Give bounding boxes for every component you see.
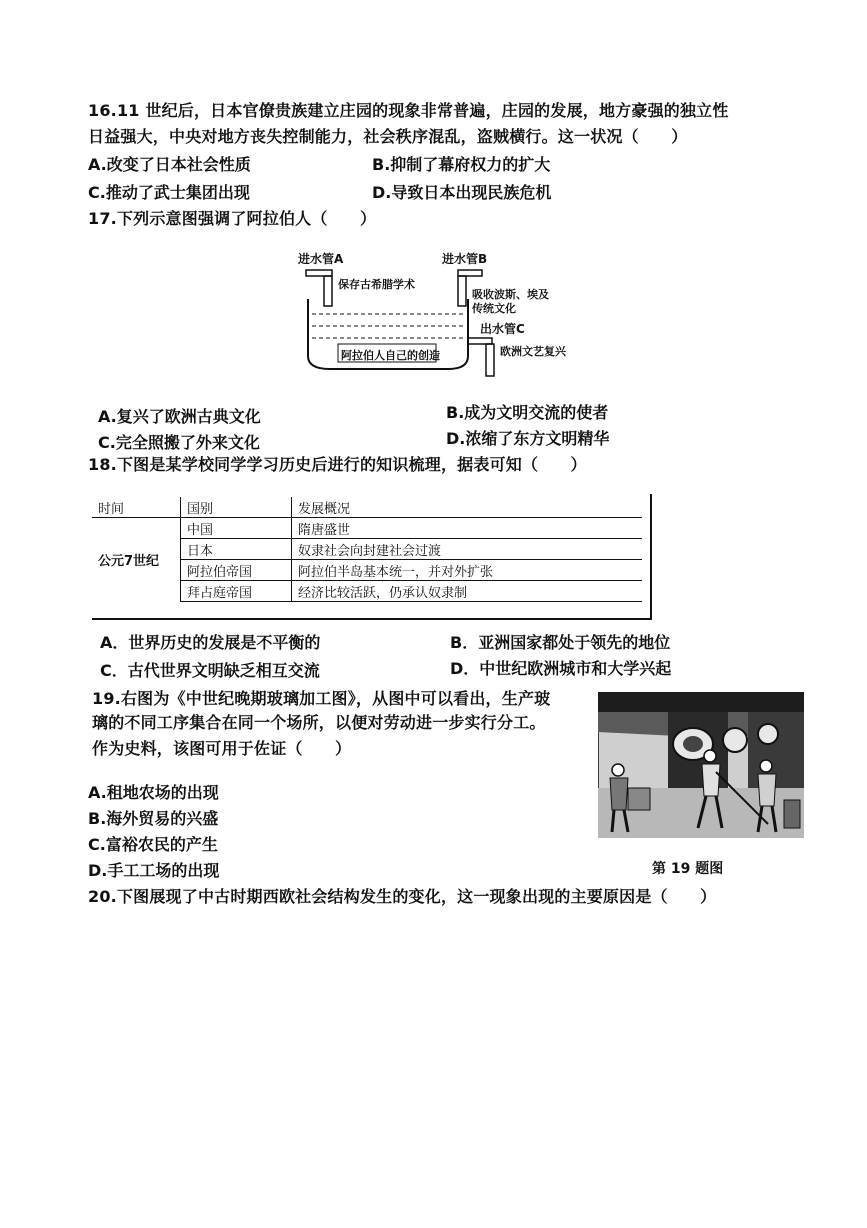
q17-option-c[interactable]: C.完全照搬了外来文化: [98, 433, 260, 452]
glassworks-svg: [598, 692, 804, 838]
q18-option-b[interactable]: B．亚洲国家都处于领先的地位: [450, 633, 671, 652]
history-table: [92, 497, 642, 602]
water-tank-diagram: [290, 244, 590, 384]
development-cell: 阿拉伯半岛基本统一，并对外扩张: [292, 560, 643, 581]
q19-option-b[interactable]: B.海外贸易的兴盛: [88, 809, 219, 828]
label-absorb-persia: 吸收波斯、埃及: [472, 288, 549, 301]
q20-stem: 20.下图展现了中古时期西欧社会结构发生的变化，这一现象出现的主要原因是（ ）: [88, 887, 717, 906]
label-arab-creation: 阿拉伯人自己的创造: [341, 349, 440, 362]
q18-option-a[interactable]: A．世界历史的发展是不平衡的: [100, 633, 321, 652]
q19-stem-line1: 19.右图为《中世纪晚期玻璃加工图》，从图中可以看出，生产玻: [92, 689, 551, 708]
country-cell: 中国: [181, 518, 292, 539]
q19-figure-caption: 第 19 题图: [652, 861, 724, 877]
q19-stem-line2: 璃的不同工序集合在同一个场所，以便对劳动进一步实行分工。: [92, 713, 546, 732]
table-bottom-border: [92, 618, 652, 620]
q16-option-d[interactable]: D.导致日本出现民族危机: [372, 183, 552, 202]
label-preserve-greek: 保存古希腊学术: [338, 278, 415, 291]
pipe-a-vertical: [324, 276, 332, 306]
table-header-row: [92, 497, 642, 518]
q16-option-a[interactable]: A.改变了日本社会性质: [88, 155, 251, 174]
development-cell: 隋唐盛世: [292, 518, 643, 539]
label-tradition: 传统文化: [472, 302, 516, 315]
pipe-a-horizontal: [306, 270, 332, 276]
q19-option-a[interactable]: A.租地农场的出现: [88, 783, 219, 802]
period-cell: 公元7世纪: [92, 518, 181, 602]
q16-stem-line2: 日益强大，中央对地方丧失控制能力，社会秩序混乱，盗贼横行。这一状况（ ）: [88, 127, 688, 146]
country-cell: 阿拉伯帝国: [181, 560, 292, 581]
q17-option-b[interactable]: B.成为文明交流的使者: [446, 403, 609, 422]
pipe-c-horizontal: [468, 338, 492, 344]
pipe-b-vertical: [458, 276, 466, 306]
development-cell: 经济比较活跃，仍承认奴隶制: [292, 581, 643, 602]
header-country: 国别: [181, 497, 292, 518]
q19-stem-line3: 作为史料，该图可用于佐证（ ）: [92, 739, 352, 758]
table-row: [92, 518, 642, 539]
pipe-c-label: 出水管C: [480, 322, 525, 336]
pipe-a-label: 进水管A: [298, 252, 344, 266]
table-right-border: [650, 494, 652, 618]
label-renaissance: 欧洲文艺复兴: [500, 345, 566, 358]
country-cell: 日本: [181, 539, 292, 560]
header-development: 发展概况: [292, 497, 643, 518]
q19-option-d[interactable]: D.手工工场的出现: [88, 861, 220, 880]
q16-option-b[interactable]: B.抑制了幕府权力的扩大: [372, 155, 551, 174]
q17-stem: 17.下列示意图强调了阿拉伯人（ ）: [88, 209, 377, 228]
q19-option-c[interactable]: C.富裕农民的产生: [88, 835, 218, 854]
header-time: 时间: [92, 497, 181, 518]
pipe-b-label: 进水管B: [442, 252, 488, 266]
q17-option-d[interactable]: D.浓缩了东方文明精华: [446, 429, 610, 448]
q16-stem-line1: 16.11 世纪后，日本官僚贵族建立庄园的现象非常普遍，庄园的发展，地方豪强的独立性: [88, 101, 729, 120]
q18-option-d[interactable]: D．中世纪欧洲城市和大学兴起: [450, 659, 672, 678]
q18-stem: 18.下图是某学校同学学习历史后进行的知识梳理，据表可知（ ）: [88, 455, 587, 474]
country-cell: 拜占庭帝国: [181, 581, 292, 602]
q17-option-a[interactable]: A.复兴了欧洲古典文化: [98, 407, 261, 426]
development-cell: 奴隶社会向封建社会过渡: [292, 539, 643, 560]
pipe-b-horizontal: [458, 270, 482, 276]
glassworks-illustration: [598, 692, 804, 838]
q18-option-c[interactable]: C．古代世界文明缺乏相互交流: [100, 661, 320, 680]
pipe-c-vertical: [486, 344, 494, 376]
q16-option-c[interactable]: C.推动了武士集团出现: [88, 183, 250, 202]
